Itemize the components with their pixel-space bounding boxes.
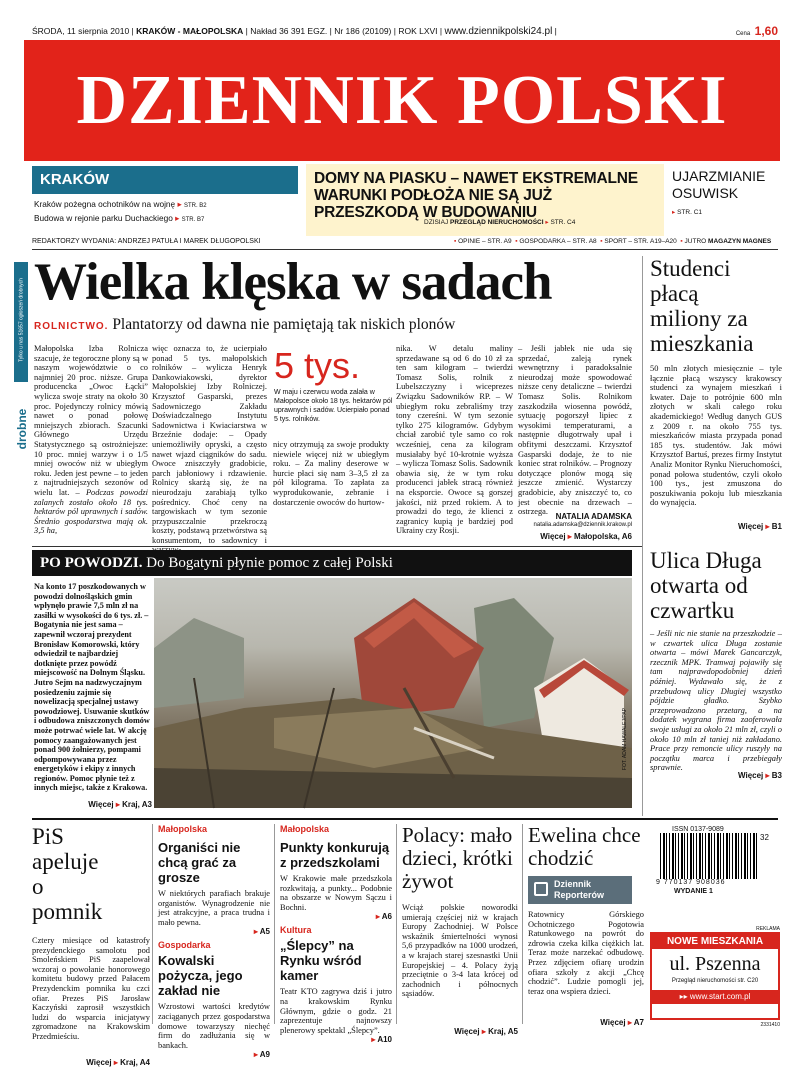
- ulica-headline: Ulica Długa otwarta od czwartku: [650, 548, 762, 623]
- main-col1: [34, 344, 148, 544]
- powodz-body-text: Na konto 17 poszkodowanych w powodzi dolnośląskich gmin wpłynęło prawie 7,5 mln zł na zasiłki w wysokości do 6 tys. zł. – Bogatynia nie jest sama – zapewnił wczoraj prezydent Bronisław Komorowski, który odwiedził te najbardziej dotknięte przez powódź miejscowość na Dolnym Śląsku. Jutro Sejm na nadzwyczajnym posiedzeniu zajmie się nowelizacją specjalnej ustawy powodziowej. Usuwanie skutków i odbudowa zniszczonych domów może potrwać wiele lat. W akcję pomocy zaangażowanych jest ponad 900 żołnierzy, pompami odpompowywana przez energetyków i ekipy z innych regionów. Pomoc płynie też z innych miejsc, także z Krakowa.: [34, 582, 150, 793]
- ad-url-text: www.start.com.pl: [689, 992, 751, 1001]
- teaser-text: Budowa w rejonie parku Duchackiego: [34, 213, 173, 223]
- big-number-box: [274, 346, 394, 436]
- ad-note: Przegląd nieruchomości str. C20: [671, 978, 759, 984]
- ad-street: ul. Pszenna: [669, 953, 761, 975]
- section-link[interactable]: ▪ OPINIE – STR. A9: [454, 238, 512, 245]
- main-col1-text: Małopolska Izba Rolnicza szacuje, że tegoroczne plony są w naszym województwie o co najmniej 20 proc. niższe. Grupa producencka „Owoc Łącki” wylicza swoje straty na około 30 proc. Pojedynczy rolnicy mówią nawet o ponad połowę mniejszych zbiorach. Szacunki Głównego Urzędu Statystycznego są ostrożniejsze: 10 proc. mniej warzyw i o 1/5 mniej owoców niż w ubiegłym roku. Jeden jest pewne – to jeden z najtrudniejszych sezonów od wielu lat.: [34, 344, 148, 497]
- drobne-label: drobne: [15, 408, 29, 450]
- big-number-text: W maju i czerwcu woda zalała w Małopolsce około 18 tys. hektarów pól uprawnych i sadów. Ucierpiało ponad 5 tys. rolników.: [274, 389, 393, 423]
- rule: [152, 824, 153, 1024]
- issue-year: ROK LXVI: [398, 26, 438, 36]
- edition: WYDANIE 1: [674, 888, 713, 895]
- drobne-note: Tylko u nas 51657 ogłoszeń drobnych: [18, 278, 25, 362]
- polacy-headline: Polacy: mało dzieci, krótki żywot: [402, 823, 513, 893]
- osuwisk-page: STR. C1: [677, 209, 702, 216]
- powodz-more-link[interactable]: Więcej ▸ Kraj, A3: [88, 800, 152, 809]
- story-ref: ▸ A5: [253, 927, 270, 937]
- domy-headline: DOMY NA PIASKU – NAWET EKSTREMALNE WARUNKI PODŁOŻA NIE SĄ JUŻ PRZESZKODĄ W BUDOWANIU: [314, 170, 638, 221]
- ad-title: NOWE MIESZKANIA: [652, 934, 778, 949]
- pis-more-link[interactable]: Więcej ▸ Kraj, A4: [86, 1058, 150, 1067]
- teaser-ref: STR. B2: [183, 203, 207, 209]
- main-headline[interactable]: Wielka klęska w sadach: [34, 253, 552, 311]
- barcode-suffix: 32: [760, 833, 769, 842]
- section-link[interactable]: ▪ GOSPODARKA – STR. A8: [515, 238, 597, 245]
- domy-supplement: PRZEGLĄD NIERUCHOMOŚCI: [450, 219, 544, 226]
- arrow-icon: ▸: [175, 213, 180, 223]
- section-tag: Małopolska: [280, 824, 330, 834]
- powodz-body: [34, 582, 152, 802]
- flood-photo-svg: [154, 578, 632, 808]
- section-link[interactable]: ▪ SPORT – STR. A19–A20: [600, 238, 677, 245]
- rule: [396, 824, 397, 1024]
- main-col2: [152, 344, 267, 544]
- pis-body: Cztery miesiące od katastrofy prezydenckiego samolotu pod Smoleńskiem PiS zaapelował wczoraj o powołanie honorowego komitetu budowy przed Pałacem Prezydenckim pomnika ku czci ofiar. Prezes PiS Jarosław Kaczyński zaprosił wszystkich ludzi do wsparcia inicjatywy zgromadzone na Krakowskim Przedmieściu.: [32, 936, 150, 1041]
- main-col4: [396, 344, 513, 544]
- arrow-icon: ▸: [672, 209, 676, 216]
- barcode-block: [652, 826, 778, 922]
- rule: [642, 256, 643, 546]
- story-ref: ▸ A6: [375, 912, 392, 922]
- drobne-tab[interactable]: [14, 262, 28, 452]
- section-links: [454, 238, 771, 245]
- story-ref: ▸ A10: [371, 1035, 392, 1045]
- main-col4-text: nika. W detalu maliny sprzedawane są od 6 do 10 zł za ten sam kilogram – twierdzi Tomasz Solis, rolnik z Lubelszczyzny i wiceprezes Związku Sadowników RP. – W ubiegłym roku zebraliśmy trzy tony czereśni. W tym sezonie tylko 275 kilogramów. Gdybym chciał zarobić tyle samo co rok wcześniej, cena za kilogram musiałaby być 10-krotnie wyższa – wylicza Tomasz Solis. Sadownik obawia się, że w tym roku producenci jabłek stracą również na eksporcie. Owoce są gorszej jakości, niż przed rokiem. A to prowadzi do tego, że klienci z zagranicy kupią je bardziej pod Ukrainy czy Rosji.: [396, 344, 513, 536]
- section-tag: Kultura: [280, 925, 312, 936]
- masthead: [24, 40, 780, 161]
- main-kicker: ROLNICTWO.: [34, 321, 109, 332]
- main-subhead: [34, 316, 644, 334]
- rule: [522, 824, 523, 1024]
- malopolska2-box[interactable]: [280, 824, 392, 1044]
- issue-date: ŚRODA, 11 sierpnia 2010: [32, 26, 130, 36]
- badge-line1: Dziennik: [554, 879, 592, 889]
- advert[interactable]: [650, 932, 780, 1020]
- osuwisk-ref: [672, 208, 782, 216]
- rule: [32, 818, 778, 820]
- teaser-text: Kraków pożegna ochotników na wojnę: [34, 199, 176, 209]
- badge-line2: Reporterów: [554, 890, 605, 900]
- price-label: Cena: [735, 31, 751, 37]
- powodz-bar-text: Do Bogatyni płynie pomoc z całej Polski: [146, 555, 393, 571]
- powodz-bar[interactable]: [32, 550, 632, 576]
- krakow-list: [34, 198, 300, 226]
- osuwisk-headline: UJARZMIANIE OSUWISK: [672, 168, 766, 201]
- circulation: Nakład 36 391 EGZ.: [250, 26, 328, 36]
- section-link[interactable]: ▪ JUTRO MAGAZYN MAGNES: [680, 238, 772, 245]
- top-bar: ŚRODA, 11 sierpnia 2010 | KRAKÓW - MAŁOPOLSKA | Nakład 36 391 EGZ. | Nr 186 (20109) | ROK LXVI | www.dziennikpolski24.pl |: [32, 26, 557, 37]
- story-headline: Kowalski pożycza, jego zakład nie: [158, 953, 243, 999]
- studenci-body: 50 mln złotych miesięcznie – tyle łącznie płacą wszyscy krakowscy studenci za wynajem mieszkań i kwater. Daje to potrójnie 600 mln złotych w skali całego roku akademickiego! Według danych GUS z 2009 r. na około 755 tys. mieszkańców miasta przypada ponad 185 tys. studentów. Jak mówi Krzysztof Bartuś, prezes firmy Instytut Analiz Monitor Rynku Nieruchomości, ponad połowa studentów, czyli około 100 tys., jest zmuszona do poszukiwania pokoju lub mieszkania do wynajęcia.: [650, 364, 782, 508]
- main-subhead-text: Plantatorzy od dawna nie pamiętają tak niskich plonów: [112, 316, 456, 333]
- teaser-ref: STR. B7: [181, 217, 205, 223]
- studenci-story[interactable]: [650, 256, 782, 531]
- rule: [642, 546, 643, 816]
- ulica-more-link[interactable]: Więcej ▸ B3: [738, 771, 782, 780]
- photo-credit: FOT. ADAM HAWALEJ/PAP: [622, 708, 628, 771]
- issue-region: KRAKÓW - MAŁOPOLSKA: [136, 26, 244, 36]
- ulica-body: – Jeśli nic nie stanie na przeszkodzie – w czwartek ulica Długa zostanie otwarta – mówi Marek Gancarczyk, rzecznik MPK. Tramwaj pojawiły się tam najprawdopodobniej dzień później. Wydawało się, że z przebudową ulicy Długiej wszystko pójdzie gładko. Szybko przeprowadzono przetarg, a na dodatek wygrana firma zaoferowała swoje usługi za około 21 mln zł, czyli o około 10 mln zł taniej niż zakładano. Prace przy remoncie ulicy ruszyły na początku marca i przebiegały sprawnie.: [650, 629, 782, 773]
- ewelina-body: Ratownicy Górskiego Ochotniczego Pogotowia Ratunkowego na powrót do zdrowia czeka kilka ciężkich lat. Teraz może narzekać odbudowę. Przez zdjęciem ofiarę urodzin ofiara szkoły z akcji „Chcę chodzić”. Ludzie pomogli jej, teraz ona wspiera dzieci.: [528, 910, 644, 996]
- main-col3: [273, 440, 389, 544]
- domy-page: STR. C4: [550, 219, 576, 226]
- studenci-more-link[interactable]: Więcej ▸ B1: [738, 522, 782, 531]
- arrow-icon: ▸: [545, 219, 549, 226]
- flood-photo: [154, 578, 632, 808]
- pis-story[interactable]: [32, 824, 150, 1067]
- ewelina-more-link[interactable]: Więcej ▸ A7: [600, 1018, 644, 1027]
- polacy-body: Wciąż polskie noworodki umierają częściej niż w krajach Europy Zachodniej. W Polsce wskaźnik śmiertelności wynosi 5,6 przypadków na 1000 urodzeń, a w krajach starej szesnastki Unii Europejskiej – 4. Polacy żyją przeciętnie o 3-4 lata krócej od zachodnich i północnych sąsiadów.: [402, 903, 518, 999]
- barcode-digits: 9 770137 908036: [656, 879, 726, 886]
- story-ref: ▸ A9: [253, 1050, 270, 1060]
- pis-headline: PiS apeluje o pomnik: [32, 824, 103, 924]
- osuwisk-teaser[interactable]: [672, 168, 782, 216]
- story-headline: Punkty konkurują z przedszkolami: [280, 840, 390, 870]
- section-tag: Gospodarka: [158, 940, 211, 951]
- story-headline: Organiści nie chcą grać za grosze: [158, 840, 241, 885]
- polacy-story[interactable]: [402, 824, 518, 1036]
- main-author: NATALIA ADAMSKA: [555, 512, 632, 521]
- badge-icon: [534, 882, 548, 896]
- main-col3-text: nicy otrzymują za swoje produkty niewiele więcej niż w ubiegłym roku. – Za maliny deserowe w hurcie płaci się nam 3–3,5 zł za pół kilograma. To zapłata za wyprodukowanie, zebranie i dostarczenie owoców do hurtow-: [273, 440, 389, 507]
- ad-label: REKLAMA: [756, 926, 780, 932]
- masthead-title: DZIENNIK POLSKI: [76, 61, 728, 139]
- price: 1,60: [754, 24, 778, 38]
- big-number: 5 tys.: [274, 345, 361, 386]
- story-headline: „Ślepcy” na Rynku wśród kamer: [280, 938, 362, 984]
- story-body: W niektórych parafiach brakuje organistów. Wynagrodzenie nie jest atrakcyjne, a praca trudna i mało pewna.: [158, 889, 270, 927]
- krakow-label[interactable]: KRAKÓW: [32, 166, 298, 194]
- arrow-icon: ▸▸: [679, 992, 688, 1001]
- main-col2-text: więc oznacza to, że ucierpiało ponad 5 tys. małopolskich rolników – wylicza Henryk Dankowiakowski, dyrektor Małopolskiej Izby Rolniczej. Krzysztof Gasparski, prezes Sadowniczego Zakładu Doświadczalnego Instytutu Sadownictwa i Kwiaciarstwa w Brzeźnie dodaje: – Opady uniemożliwiły opryski, a często nawet wjazd ciągników do sadu. Owoce zniszczyły gradobicie, parch jabłoniowy i rdzawienie. Rolnicy skarżą się, że na nieurodzaju zarabiają tylko pośrednicy. Choć ceny na targowiskach w tym sezonie przypuszczalnie przekroczą koszty, podstawą przetwórstwa są konsumentom, to sadownicy i: [152, 344, 267, 545]
- story-body: W Krakowie małe przedszkola rozkwitają, a punkty... Podobnie na obszarze w Nowym Sączu i Bochni.: [280, 874, 392, 912]
- ad-url: [652, 990, 778, 1004]
- rule: [32, 546, 642, 547]
- ewelina-headline: Ewelina chce chodzić: [528, 823, 641, 870]
- malopolska1-box[interactable]: [158, 824, 270, 1059]
- story-body: Teatr KTO zagrywa dziś i jutro na krakowskim Rynku Głównym, gdzie o godz. 21 zaprezentuje najnowszy plenerowy spektakl „Ślepcy”.: [280, 987, 392, 1035]
- main-col5-text: – Jeśli jabłek nie uda się sprzedać, zaleją rynek wewnętrzny i paradoksalnie nieurodzaj może spowodować niższe ceny detaliczne – twierdzi Tomasz Solis. Rolnikom zaszkodziła wiosenna powódź, sytuację pogorszył lipiec z wysokimi temperaturami, a następnie długotrwały upał i obfitymi deszczami. Krzysztof Gasparski dodaje, że to nie koniec strat rolników. – Prognozy dotyczące plonów mogą się jeszcze zmienić. Wystarczy gradobicie, aby zniszczyć to, co jest obecnie na drzewach – ostrzega.: [518, 344, 632, 517]
- powodz-bar-bold: PO POWODZI.: [40, 555, 143, 571]
- list-item[interactable]: [34, 212, 300, 226]
- barcode-icon: [660, 833, 758, 879]
- main-col1-quote: – Podczas powodzi zalanych zostało około 18 tys. hektarów pól uprawnych i sadów. Średnio gospodarstwa mają ok. 3,5 ha,: [34, 487, 149, 536]
- domy-ref: [424, 218, 575, 226]
- story-body: Wzrostowi wartości kredytów zaciąganych przez gospodarstwa domowe towarzyszy niechęć firm do zadłużania się w bankach.: [158, 1002, 270, 1050]
- editors: REDAKTORZY WYDANIA: ANDRZEJ PATUŁA I MAREK DŁUGOPOLSKI: [32, 238, 261, 245]
- domy-today: DZISIAJ: [424, 219, 449, 226]
- list-item[interactable]: [34, 198, 300, 212]
- issue-number: Nr 186 (20109): [334, 26, 392, 36]
- ulica-story[interactable]: [650, 548, 782, 780]
- reporter-badge: [528, 876, 632, 904]
- ewelina-story[interactable]: [528, 824, 644, 1027]
- ad-code: 2331410: [760, 1022, 780, 1028]
- studenci-headline: Studenci płacą miliony za mieszkania: [650, 256, 754, 356]
- main-email[interactable]: natalia.adamska@dziennik.krakow.pl: [533, 522, 632, 528]
- issn: ISSN 0137-9089: [672, 826, 724, 833]
- site-url[interactable]: www.dziennikpolski24.pl: [444, 26, 553, 37]
- arrow-icon: ▸: [177, 199, 182, 209]
- section-tag: Małopolska: [158, 824, 208, 834]
- polacy-more-link[interactable]: Więcej ▸ Kraj, A5: [454, 1027, 518, 1036]
- rule: [274, 824, 275, 1024]
- main-more-link[interactable]: Więcej ▸ Małopolska, A6: [540, 532, 632, 541]
